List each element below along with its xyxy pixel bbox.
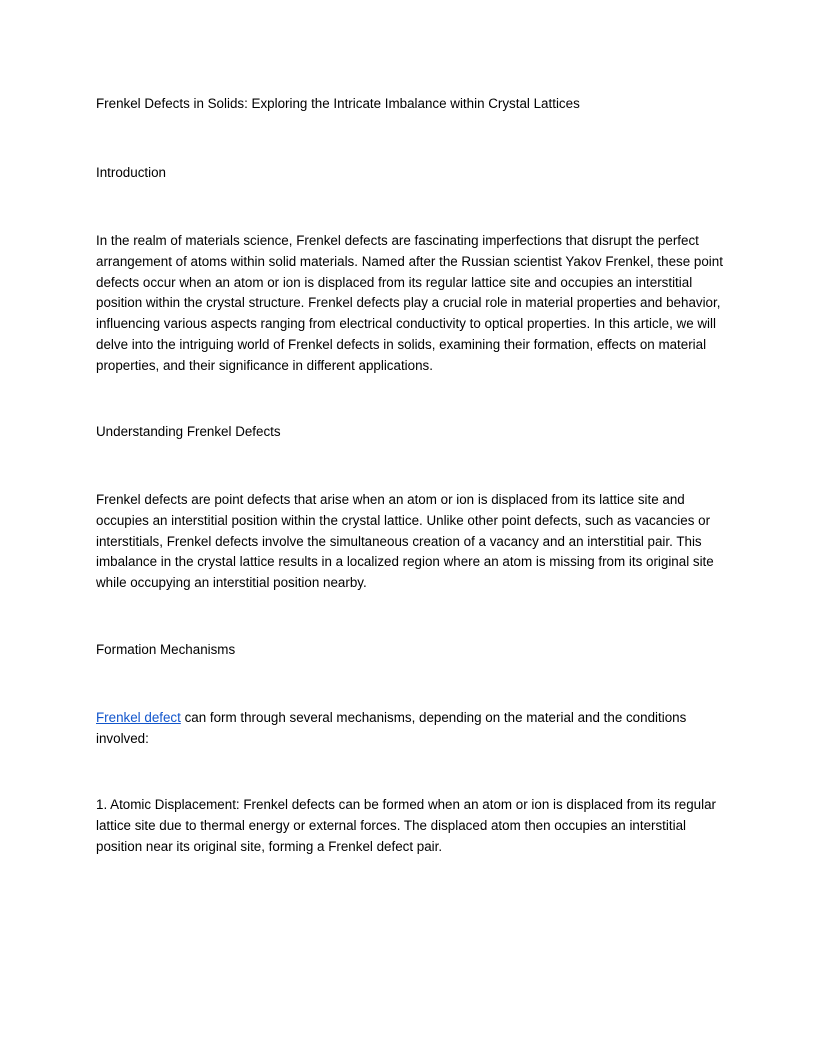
heading-formation: Formation Mechanisms	[96, 642, 236, 657]
heading-understanding: Understanding Frenkel Defects	[96, 424, 281, 439]
paragraph-formation	[96, 708, 726, 750]
frenkel-defect-link[interactable]: Frenkel defect	[96, 710, 181, 725]
heading-introduction: Introduction	[96, 165, 166, 180]
paragraph-introduction: In the realm of materials science, Frenkel defects are fascinating imperfections that disrupt the perfect arrangement of atoms within solid materials. Named after the Russian scientist Yakov Frenkel, these point defects occur when an atom or ion is displaced from its regular lattice site and occupies an interstitial position within the crystal structure. Frenkel defects play a crucial role in material properties and behavior, influencing various aspects ranging from electrical conductivity to optical properties. In this article, we will delve into the intriguing world of Frenkel defects in solids, examining their formation, effects on material properties, and their significance in different applications.	[96, 233, 723, 373]
paragraph-formation-text: can form through several mechanisms, depending on the material and the conditions involved:	[96, 710, 687, 746]
document-title: Frenkel Defects in Solids: Exploring the Intricate Imbalance within Crystal Lattices	[96, 96, 580, 111]
paragraph-mechanism-1: 1. Atomic Displacement: Frenkel defects can be formed when an atom or ion is displaced from its regular lattice site due to thermal energy or external forces. The displaced atom then occupies an interstitial position near its original site, forming a Frenkel defect pair.	[96, 797, 716, 854]
paragraph-understanding: Frenkel defects are point defects that arise when an atom or ion is displaced from its lattice site and occupies an interstitial position within the crystal lattice. Unlike other point defects, such as vacancies or interstitials, Frenkel defects involve the simultaneous creation of a vacancy and an interstitial pair. This imbalance in the crystal lattice results in a localized region where an atom is missing from its original site while occupying an interstitial position nearby.	[96, 492, 714, 591]
